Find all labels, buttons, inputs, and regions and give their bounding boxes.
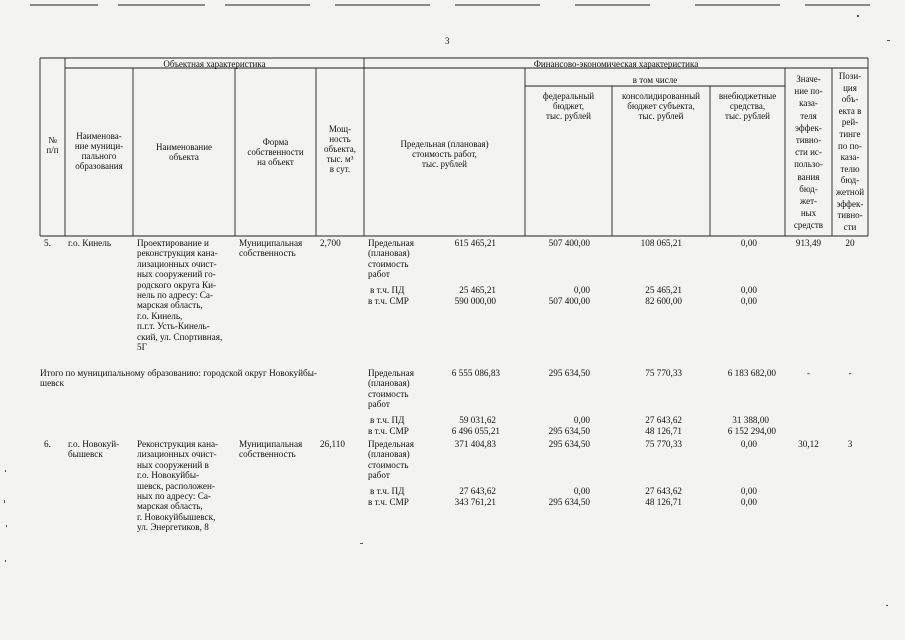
rating-position: 20 xyxy=(845,238,855,248)
federal-budget-pd: 0,00 xyxy=(573,285,590,295)
total-cost-smr: 590 000,00 xyxy=(454,296,496,306)
label-pd: в т.ч. ПД xyxy=(370,415,405,425)
ownership-form: Муниципальная собственность xyxy=(239,238,303,259)
scan-speck xyxy=(4,500,5,503)
regional-budget: 75 770,33 xyxy=(645,368,682,378)
total-cost-smr: 6 496 055,21 xyxy=(451,426,500,436)
header-col-ownership: Форма собственности на объект xyxy=(247,137,304,167)
total-cost-smr: 343 761,21 xyxy=(454,497,496,507)
capacity-value: 26,110 xyxy=(320,439,345,449)
regional-budget-smr: 82 600,00 xyxy=(645,296,682,306)
header-col-object-name: Наименование объекта xyxy=(155,142,213,162)
total-cost-pd: 25 465,21 xyxy=(459,285,496,295)
scan-speck xyxy=(6,525,7,527)
header-col-rating-position: Пози- ция объ- екта в рей- тинге по по- каза- телю бюд- жетной эффек- тивно- сти xyxy=(835,71,865,232)
federal-budget: 295 634,50 xyxy=(548,439,590,449)
federal-budget-pd: 0,00 xyxy=(573,486,590,496)
total-cost: 6 555 086,83 xyxy=(451,368,500,378)
header-financial-characteristics: Финансово-экономическая характеристика xyxy=(533,59,699,69)
row-number: 6. xyxy=(44,439,51,449)
regional-budget-pd: 27 643,62 xyxy=(645,415,682,425)
total-cost: 615 465,21 xyxy=(454,238,496,248)
regional-budget-smr: 48 126,71 xyxy=(645,497,682,507)
header-col-municipality: Наименова- ние муници- пального образования xyxy=(74,131,124,171)
cost-label: Предельная (плановая) стоимость работ xyxy=(368,439,414,481)
ownership-form: Муниципальная собственность xyxy=(239,439,303,460)
total-cost-pd: 59 031,62 xyxy=(459,415,496,425)
cost-label: Предельная (плановая) стоимость работ xyxy=(368,368,414,410)
header-col-extrabudgetary: внебюджетные средства, тыс. рублей xyxy=(718,91,777,121)
header-col-capacity: Мощ- ность объекта, тыс. м³ в сут. xyxy=(323,124,357,174)
object-name: Реконструкция кана- лизационных очист- ных сооружений в г.о. Новокуйбы- шевск, расположен- ных по адресу: Са- марская область, г. Новокуйбышевск, ул. Энергетиков, 8 xyxy=(137,439,219,533)
header-including: в том числе xyxy=(632,75,678,85)
extrabudgetary-funds-pd: 31 388,00 xyxy=(732,415,769,425)
header-col-regional-budget: консолидированный бюджет субъекта, тыс. рублей xyxy=(622,91,700,121)
extrabudgetary-funds: 0,00 xyxy=(740,439,757,449)
header-col-federal-budget: федеральный бюджет, тыс. рублей xyxy=(542,91,595,121)
scan-speck xyxy=(360,543,363,544)
extrabudgetary-funds-smr: 0,00 xyxy=(740,497,757,507)
scan-speck xyxy=(5,470,6,472)
header-col-number: № п/п xyxy=(46,135,59,155)
regional-budget: 108 065,21 xyxy=(640,238,682,248)
total-cost-pd: 27 643,62 xyxy=(459,486,496,496)
federal-budget-pd: 0,00 xyxy=(573,415,590,425)
page-number: 3 xyxy=(445,36,450,46)
scan-speck xyxy=(887,40,890,41)
object-name: Проектирование и реконструкция кана- лизационных очист- ных сооружений го- родского округа Ки- нель по адресу: Са- марская область, г.о. Кинель, п.г.т. Усть-Кинель- ский, ул. Спортивная, 5Г xyxy=(137,238,223,353)
label-smr: в т.ч. СМР xyxy=(368,296,409,306)
label-smr: в т.ч. СМР xyxy=(368,426,409,436)
scan-speck xyxy=(5,560,6,562)
municipality-name: г.о. Кинель xyxy=(68,238,112,248)
header-object-characteristics: Объектная характеристика xyxy=(163,59,266,69)
efficiency-value: - xyxy=(806,368,811,378)
municipality-name: г.о. Новокуй- бышевск xyxy=(68,439,120,460)
efficiency-value: 30,12 xyxy=(798,439,819,449)
extrabudgetary-funds-pd: 0,00 xyxy=(740,285,757,295)
label-pd: в т.ч. ПД xyxy=(370,486,405,496)
extrabudgetary-funds: 0,00 xyxy=(740,238,757,248)
federal-budget-smr: 295 634,50 xyxy=(548,426,590,436)
scan-speck xyxy=(857,15,859,17)
header-col-limit-cost: Предельная (плановая) стоимость работ, тыс. рублей xyxy=(400,139,489,169)
regional-budget-pd: 27 643,62 xyxy=(645,486,682,496)
cost-label: Предельная (плановая) стоимость работ xyxy=(368,238,414,280)
label-pd: в т.ч. ПД xyxy=(370,285,405,295)
regional-budget-smr: 48 126,71 xyxy=(645,426,682,436)
rating-position: - xyxy=(848,368,852,378)
efficiency-value: 913,49 xyxy=(795,238,822,248)
header-col-efficiency: Значе- ние по- каза- теля эффек- тивно- сти ис- пользо- вания бюд- жет- ных средств xyxy=(793,74,824,231)
extrabudgetary-funds: 6 183 682,00 xyxy=(727,368,776,378)
total-cost: 371 404,83 xyxy=(454,439,496,449)
extrabudgetary-funds-smr: 6 152 294,00 xyxy=(727,426,776,436)
row-number: 5. xyxy=(44,238,51,248)
federal-budget: 295 634,50 xyxy=(548,368,590,378)
extrabudgetary-funds-pd: 0,00 xyxy=(740,486,757,496)
regional-budget: 75 770,33 xyxy=(645,439,682,449)
label-smr: в т.ч. СМР xyxy=(368,497,409,507)
federal-budget: 507 400,00 xyxy=(548,238,590,248)
regional-budget-pd: 25 465,21 xyxy=(645,285,682,295)
capacity-value: 2,700 xyxy=(320,238,341,248)
scan-speck xyxy=(886,605,888,606)
rating-position: 3 xyxy=(847,439,853,449)
federal-budget-smr: 295 634,50 xyxy=(548,497,590,507)
federal-budget-smr: 507 400,00 xyxy=(548,296,590,306)
summary-title: Итого по муниципальному образованию: городской округ Новокуйбы- шевск xyxy=(40,368,317,389)
extrabudgetary-funds-smr: 0,00 xyxy=(740,296,757,306)
